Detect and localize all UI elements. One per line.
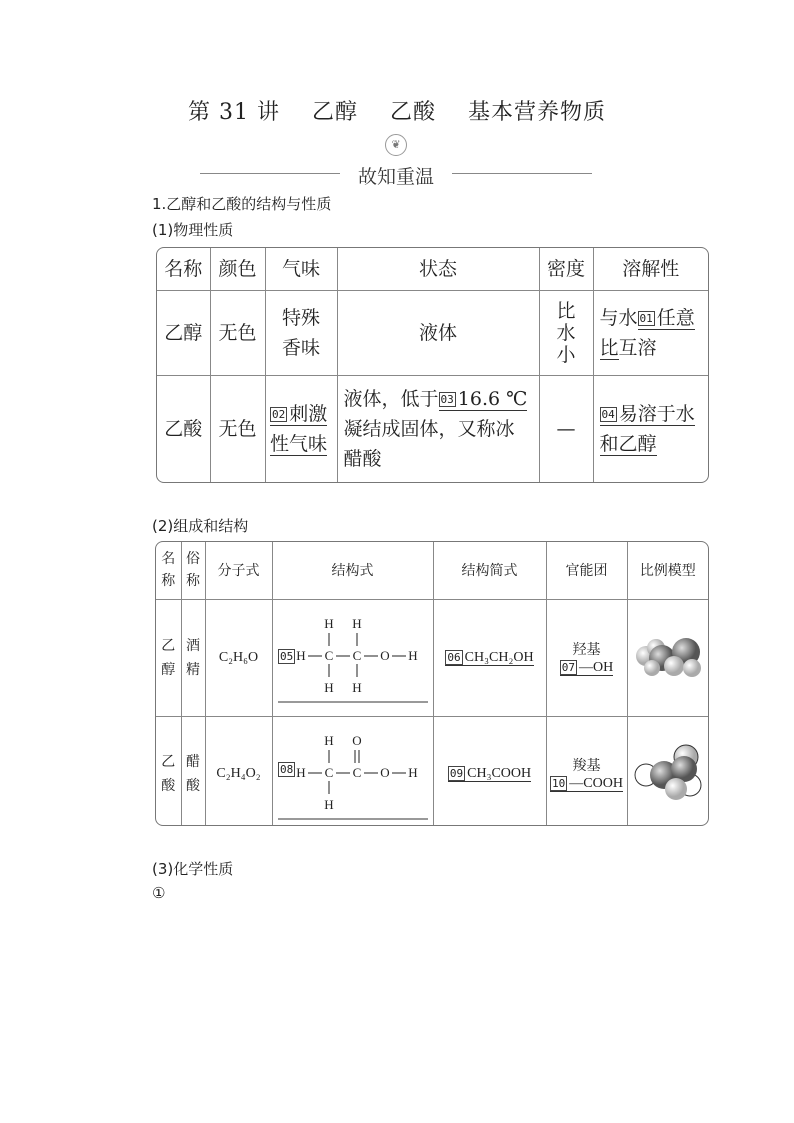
list-marker: ① — [152, 884, 166, 902]
header-cell: 颜色 — [210, 248, 265, 290]
svg-text:O: O — [379, 764, 390, 780]
svg-text:H: H — [407, 647, 418, 663]
cell-name: 乙酸 — [156, 716, 181, 826]
title-part-ethanol: 乙醇 — [311, 100, 358, 125]
cell-model — [627, 716, 708, 826]
cell-structural-formula — [272, 716, 433, 826]
title-part-acid: 乙酸 — [389, 100, 436, 125]
leaf-icon: ❦ — [385, 134, 407, 156]
subsection-physical: (1)物理性质 — [152, 221, 234, 239]
svg-text:H: H — [295, 764, 306, 780]
cell-formula: C₂H₄O₂ — [205, 716, 272, 826]
page-title — [0, 95, 794, 126]
blank-number: 02 — [272, 408, 286, 422]
header-cell: 比例模型 — [627, 542, 708, 599]
subsection-structure: (2)组成和结构 — [152, 517, 249, 535]
header-cell: 名称 — [157, 248, 210, 290]
svg-text:H: H — [323, 732, 334, 748]
cell-name: 乙醇 — [157, 290, 210, 375]
section-heading: 1.乙醇和乙酸的结构与性质 — [152, 195, 332, 213]
table-row-acid — [156, 716, 708, 826]
cell-model — [627, 599, 708, 716]
cell-state: 液体，低于 03 16.6 ℃凝结成固体，又称冰醋酸 — [337, 375, 539, 482]
cell-functional-group: 羟基 07 —OH — [546, 599, 627, 716]
table-row-ethanol — [157, 290, 708, 375]
cell-density: — — [539, 375, 593, 482]
cell-common: 醋酸 — [181, 716, 205, 826]
section-banner — [200, 134, 592, 186]
header-cell: 气味 — [265, 248, 337, 290]
svg-text:O: O — [379, 647, 390, 663]
svg-text:C: C — [352, 764, 361, 780]
blank-number: 01 — [639, 312, 653, 325]
banner-label: 故知重温 — [357, 166, 434, 188]
lesson-number: 第 31 讲 — [187, 100, 280, 125]
svg-text:C: C — [324, 647, 333, 663]
cell-color: 无色 — [210, 375, 265, 482]
subsection-chemical: (3)化学性质 — [152, 860, 234, 878]
header-cell: 溶解性 — [593, 248, 708, 290]
acetic-acid-structure-diagram — [273, 717, 433, 827]
header-cell: 结构式 — [272, 542, 433, 599]
composition-structure-table — [155, 541, 709, 826]
cell-density: 比水小 — [539, 290, 593, 375]
header-cell: 名称 — [156, 542, 181, 599]
cell-structural-formula — [272, 599, 433, 716]
cell-smell: 特殊香味 — [265, 290, 337, 375]
svg-text:C: C — [352, 647, 361, 663]
svg-text:H: H — [323, 615, 334, 631]
header-cell: 分子式 — [205, 542, 272, 599]
title-part-nutrition: 基本营养物质 — [468, 100, 607, 125]
blank-number: 05 — [280, 650, 294, 663]
blank-number: 06 — [447, 651, 461, 665]
table-row-acid — [157, 375, 708, 482]
blank-number: 10 — [552, 777, 566, 791]
cell-solubility: 04 易溶于水和乙醇 — [593, 375, 708, 482]
blank-number: 04 — [601, 408, 615, 422]
svg-text:H: H — [351, 615, 362, 631]
cell-solubility: 与水 01 任意比互溶 — [593, 290, 708, 375]
svg-text:H: H — [407, 764, 418, 780]
acetic-acid-space-filling-model — [632, 739, 704, 805]
blank-number: 03 — [440, 393, 454, 407]
ethanol-structure-diagram — [273, 600, 433, 712]
cell-name: 乙醇 — [156, 599, 181, 716]
cell-formula: C₂H₆O — [205, 599, 272, 716]
blank-number: 09 — [449, 767, 464, 781]
svg-text:H: H — [323, 796, 334, 812]
svg-text:H: H — [295, 647, 306, 663]
table-header-row — [156, 542, 708, 599]
cell-simple-formula: 09 CH₃COOH — [433, 716, 546, 826]
cell-simple-formula: 06 CH₃CH₂OH — [433, 599, 546, 716]
svg-text:H: H — [351, 679, 362, 695]
blank-number: 08 — [280, 763, 294, 776]
cell-functional-group: 羧基 10 —COOH — [546, 716, 627, 826]
cell-smell: 02 刺激性气味 — [265, 375, 337, 482]
table-header-row — [157, 248, 708, 290]
cell-name: 乙酸 — [157, 375, 210, 482]
header-cell: 官能团 — [546, 542, 627, 599]
cell-state: 液体 — [337, 290, 539, 375]
svg-text:H: H — [323, 679, 334, 695]
header-cell: 密度 — [539, 248, 593, 290]
cell-common: 酒精 — [181, 599, 205, 716]
cell-color: 无色 — [210, 290, 265, 375]
blank-number: 07 — [561, 661, 575, 675]
header-cell: 俗称 — [181, 542, 205, 599]
header-cell: 状态 — [337, 248, 539, 290]
header-cell: 结构简式 — [433, 542, 546, 599]
table-row-ethanol — [156, 599, 708, 716]
svg-text:O: O — [351, 732, 362, 748]
svg-text:C: C — [324, 764, 333, 780]
physical-properties-table — [156, 247, 709, 483]
ethanol-space-filling-model — [632, 626, 704, 686]
